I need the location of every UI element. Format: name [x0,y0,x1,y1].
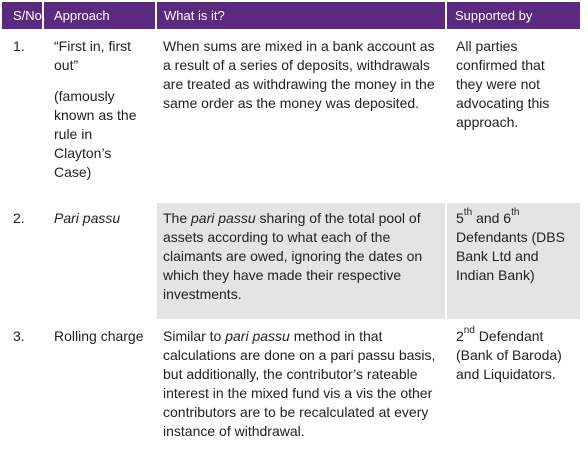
row-number: 3. [1,320,43,472]
approach-note: (famously known as the rule in Clayton’s Case) [54,88,137,180]
supported-text: 2 [456,328,464,344]
header-supported-by: Supported by [446,1,581,30]
header-what-is-it: What is it? [156,1,446,30]
approach-cell [43,30,156,202]
row-number: 1. [1,30,43,202]
description-italic: pari passu [225,328,290,344]
approach-cell [43,202,156,320]
supported-by-cell: All parties confirmed that they were not advocating this approach. [446,30,581,202]
description-text: Similar to [163,328,226,344]
header-approach: Approach [43,1,156,30]
table-row [1,30,581,202]
header-sno: S/No. [1,1,43,30]
ordinal-suffix: nd [463,325,475,337]
approach-cell: Rolling charge [43,320,156,472]
description-italic: pari passu [191,210,256,226]
description-cell [156,202,446,320]
ordinal-suffix: th [463,207,473,219]
table-row [1,320,581,472]
description-cell: When sums are mixed in a bank account as a result of a series of deposits, withdrawals are treated as withdrawing the money in the same order as the money was deposited. [156,30,446,202]
row-number: 2. [1,202,43,320]
description-cell [156,320,446,472]
supported-text: Defendants (DBS Bank Ltd and Indian Bank) [456,229,565,283]
supported-text: and 6 [472,210,512,226]
description-text: The [163,210,192,226]
supported-by-cell [446,202,581,320]
approach-name: “First in, first out” [54,38,131,73]
supported-by-cell [446,320,581,472]
supported-text: 5 [456,210,464,226]
table-header-row [1,1,581,30]
ordinal-suffix: th [511,207,520,219]
description-text: sharing of the total pool of assets according to what each of the claimants are owed, ignoring the dates on which they have made their respective investments. [163,210,423,302]
description-text: method in that calculations are done on a pari passu basis, but additionally, the contributor’s rateable interest in the mixed fund vis a vis the other contributors are to be recalculated at every instance of withdrawal. [163,328,436,439]
approach-name: Pari passu [54,210,121,226]
table-row [1,202,581,320]
supported-text: Defendant (Bank of Baroda) and Liquidators. [456,328,562,382]
